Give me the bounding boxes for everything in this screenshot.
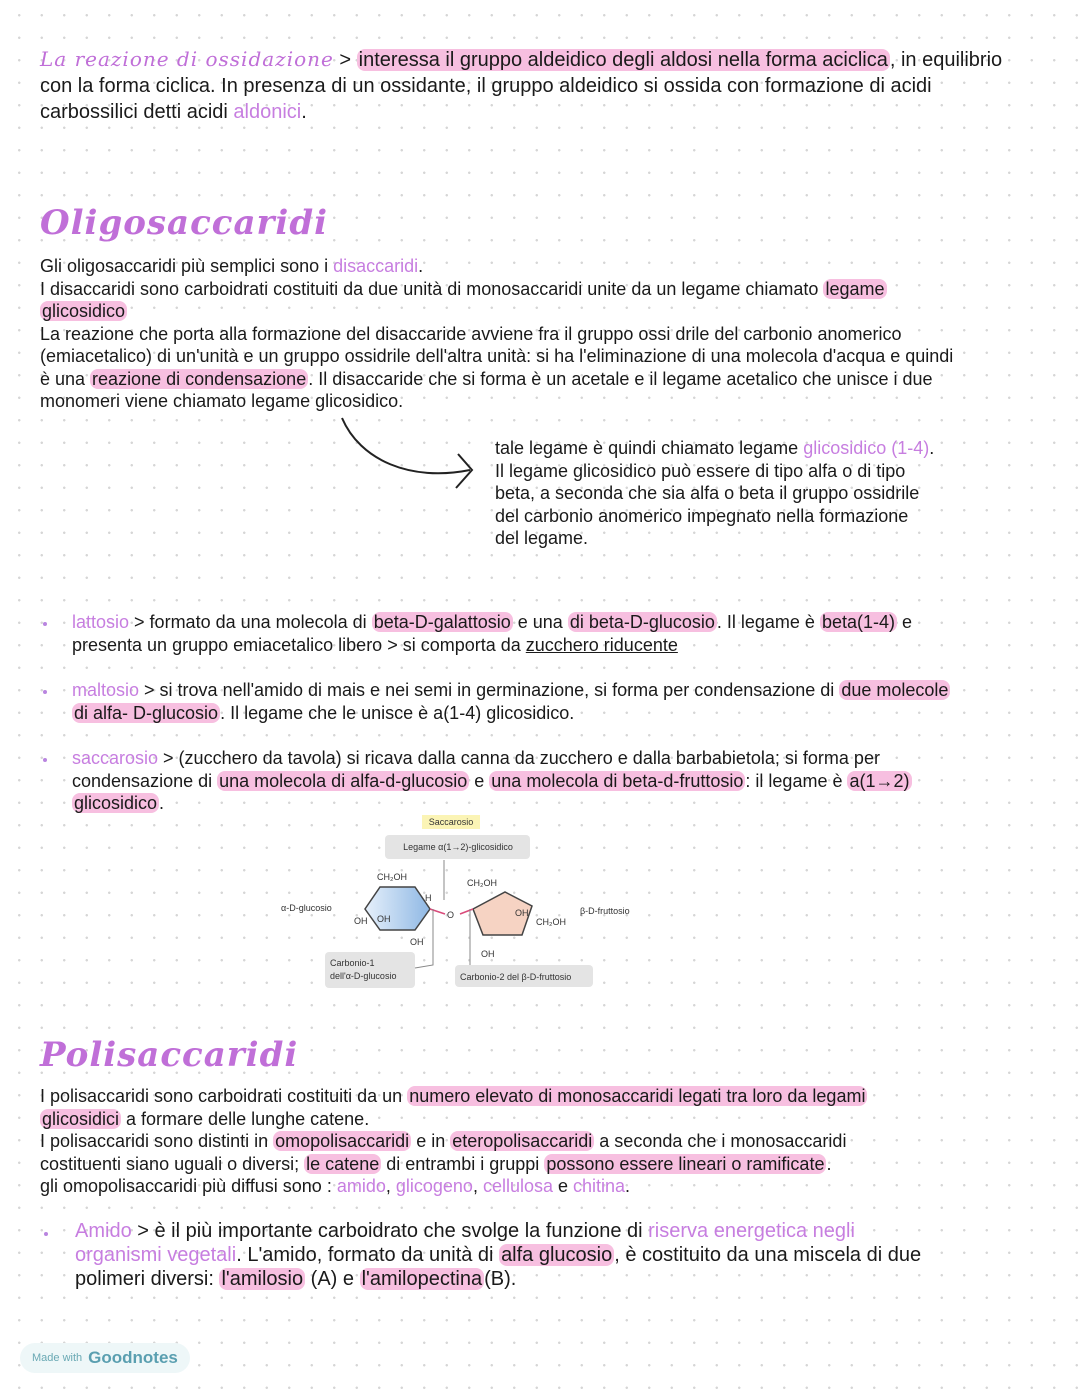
text: (emiacetalico) di un'unità e un gruppo ossidrile dell'altra unità: si ha l'eliminazione di una molecola d'acqua e quindi (40, 346, 954, 366)
bullet-amido (75, 1219, 921, 1291)
highlighted-text: glicosidici (42, 1108, 120, 1129)
curved-arrow-icon (330, 410, 490, 500)
text: (A) e (305, 1268, 360, 1290)
underlined-text: zucchero riducente (525, 634, 678, 655)
text-line (40, 73, 1002, 99)
bullet-icon (44, 1232, 48, 1236)
text: . (301, 101, 307, 123)
text: . L'amido, formato da unità di (236, 1244, 500, 1266)
ch2oh: CH₂OH (377, 872, 407, 882)
bullet-icon (43, 622, 47, 626)
text-line (40, 255, 953, 278)
text-line (40, 1153, 867, 1176)
highlighted-text: due molecole (841, 680, 949, 700)
text-line (72, 770, 912, 793)
bullet-lattosio (72, 611, 912, 656)
text-line (495, 505, 934, 528)
text: > (zucchero da tavola) si ricava dalla canna da zucchero e dalla barbabietola; si forma per (158, 748, 880, 768)
text: La reazione che porta alla formazione del disaccaride avviene fra il gruppo ossi drile del carbonio anomerico (40, 323, 902, 344)
text: e una (512, 612, 568, 632)
bullet-icon (43, 690, 47, 694)
text: di entrambi i gruppi (381, 1153, 545, 1174)
text: carbossilici detti acidi (40, 101, 234, 123)
highlighted-text: beta-D-galattosio (373, 612, 511, 632)
ch2oh: CH₂OH (467, 878, 497, 888)
highlighted-text: glicosidico (42, 301, 126, 321)
text: con la forma ciclica. In presenza di un ossidante, il gruppo aldeidico si ossida con formazione di acidi (40, 75, 932, 97)
text: Il legame glicosidico può essere di tipo alfa o di tipo (495, 460, 906, 481)
pink-text: riserva energetica negli (648, 1220, 855, 1242)
c1-label: Carbonio-1 (330, 958, 375, 968)
text: , (472, 1176, 483, 1196)
text-line (72, 634, 912, 657)
text-line (40, 368, 953, 391)
highlighted-text: di alfa- D-glucosio (74, 702, 219, 723)
text: Gli oligosaccaridi più semplici sono i (40, 256, 334, 276)
text: I polisaccaridi sono distinti in (40, 1131, 274, 1151)
text: monomeri viene chiamato legame glicosidico. (40, 391, 404, 411)
highlighted-text: reazione di condensazione (92, 368, 307, 389)
pink-text: maltosio (72, 680, 140, 700)
text: polimeri diversi: (75, 1268, 220, 1290)
pink-text: disaccaridi (333, 256, 419, 276)
goodnotes-logo: Goodnotes (88, 1348, 178, 1367)
text: è una (40, 368, 91, 389)
pink-text: glicogeno (395, 1176, 473, 1196)
oh: OH (377, 914, 391, 924)
pink-text: aldonici (233, 101, 302, 123)
diagram-title: Saccarosio (428, 817, 474, 827)
text-line (40, 1108, 867, 1131)
highlighted-text: di beta-D-glucosio (569, 612, 715, 632)
poli-paragraph (40, 1085, 867, 1198)
text: costituenti siano uguali o diversi; (40, 1153, 305, 1174)
text-line (40, 1085, 867, 1108)
text: , in equilibrio (889, 49, 1003, 71)
oh: OH (410, 937, 424, 947)
highlighted-text: una molecola di beta-d-fruttosio (491, 770, 744, 791)
highlighted-text: una molecola di alfa-d-glucosio (219, 770, 468, 791)
text-line (40, 1130, 867, 1153)
text-line (72, 611, 912, 634)
text-line (40, 300, 953, 323)
oh: OH (515, 908, 529, 918)
h: H (425, 893, 432, 903)
text: e (469, 770, 490, 791)
pink-text: chitina (573, 1176, 626, 1196)
text-line (75, 1267, 921, 1291)
highlighted-text: eteropolisaccaridi (452, 1131, 593, 1151)
text: , (385, 1176, 396, 1196)
highlighted-text: legame (825, 278, 885, 299)
text: : il legame è (745, 770, 848, 791)
made-with-label: Made with (32, 1352, 83, 1364)
text: . Il disaccaride che si forma è un acetale e il legame acetalico che unisce i due (308, 368, 933, 389)
text-line (72, 679, 950, 702)
highlighted-text: l'amilopectina (361, 1268, 483, 1290)
right-name: β-D-fruttosio (580, 906, 630, 916)
text-line (495, 527, 934, 550)
bond-label: Legame α(1→2)-glicosidico (403, 842, 513, 852)
heading-oligosaccaridi: Oligosaccaridi (40, 203, 329, 243)
heading-polisaccaridi: Polisaccaridi (40, 1035, 299, 1075)
highlighted-text: interessa il gruppo aldeidico degli aldosi nella forma aciclica (358, 49, 888, 71)
highlighted-text: l'amilosio (221, 1268, 304, 1290)
oh: OH (481, 949, 495, 959)
text-line (40, 99, 1002, 125)
text-line (40, 1175, 867, 1198)
text: . Il legame che le unisce è a(1-4) glicosidico. (220, 702, 575, 723)
text: . (625, 1176, 631, 1196)
bullet-maltosio (72, 679, 950, 724)
text-line (40, 323, 953, 346)
saccarosio-diagram (270, 810, 670, 990)
text: . (159, 793, 165, 813)
text: del legame. (495, 528, 589, 548)
text: a seconda che i monosaccaridi (594, 1131, 847, 1151)
text: a formare delle lunghe catene. (121, 1108, 370, 1129)
text-line (495, 482, 934, 505)
ch2oh: CH₂OH (536, 917, 566, 927)
text-line (72, 747, 912, 770)
text: beta, a seconda che sia alfa o beta il gruppo ossidrile (495, 483, 920, 503)
highlighted-text: beta(1-4) (821, 612, 895, 632)
bullet-icon (43, 758, 47, 762)
text: e (553, 1176, 574, 1196)
pink-text: saccarosio (72, 748, 159, 768)
text: > formato da una molecola di (129, 612, 372, 632)
text-line (495, 437, 934, 460)
text-line (72, 702, 950, 725)
text-line (40, 278, 953, 301)
oligo-paragraph (40, 255, 953, 413)
text: del carbonio anomerico impegnato nella formazione (495, 505, 909, 526)
pink-text: lattosio (72, 612, 130, 632)
goodnotes-badge[interactable] (20, 1343, 190, 1373)
pink-text: Amido (75, 1220, 132, 1242)
text-line (40, 390, 953, 413)
script-title: La reazione di ossidazione (40, 47, 334, 71)
c2-label: Carbonio-2 del β-D-fruttosio (460, 972, 572, 982)
text: . (826, 1153, 832, 1174)
oxidation-paragraph (40, 46, 1002, 125)
text: > si trova nell'amido di mais e nei semi in germinazione, si forma per condensazione di (139, 680, 840, 700)
text: . Il legame è (716, 612, 820, 632)
text: > è il più importante carboidrato che svolge la funzione di (131, 1220, 649, 1242)
text: (B). (484, 1268, 517, 1290)
highlighted-text: le catene (306, 1153, 380, 1174)
pink-text: cellulosa (482, 1176, 553, 1196)
highlighted-text: glicosidico (74, 793, 158, 813)
text: condensazione di (72, 770, 218, 791)
text: e in (411, 1131, 451, 1151)
bullet-saccarosio (72, 747, 912, 815)
text: > (333, 49, 357, 71)
highlighted-text: alfa glucosio (501, 1244, 613, 1266)
text: tale legame è quindi chiamato legame (495, 438, 804, 458)
highlighted-text: numero elevato di monosaccaridi legati tra loro da legami (409, 1086, 866, 1106)
highlighted-text: a(1→2) (849, 770, 910, 791)
text: presenta un gruppo emiacetalico libero > si comporta da (72, 634, 526, 655)
glycosidic-note (495, 437, 934, 550)
text: I disaccaridi sono carboidrati costituiti da due unità di monosaccaridi unite da un legame chiamato (40, 278, 824, 299)
text: . (929, 438, 935, 458)
pink-text: glicosidico (1-4) (803, 438, 930, 458)
oh: OH (354, 916, 368, 926)
pink-text: amido (336, 1176, 386, 1196)
pink-text: organismi vegetali (75, 1244, 237, 1266)
text: , è costituito da una miscela di due (614, 1244, 922, 1266)
text: I polisaccaridi sono carboidrati costituiti da un (40, 1086, 408, 1106)
text-line (40, 345, 953, 368)
left-name: α-D-glucosio (281, 903, 332, 913)
text: gli omopolisaccaridi più diffusi sono : (40, 1176, 337, 1196)
text-line (75, 1219, 921, 1243)
text-line (495, 460, 934, 483)
text-line (75, 1243, 921, 1267)
c1-label-2: dell'α-D-glucosio (330, 971, 397, 981)
text: e (897, 612, 913, 632)
highlighted-text: omopolisaccaridi (275, 1131, 410, 1151)
text-line (40, 46, 1002, 73)
bridge-oxygen: O (447, 910, 455, 920)
highlighted-text: possono essere lineari o ramificate (546, 1153, 825, 1174)
text: . (418, 256, 424, 276)
